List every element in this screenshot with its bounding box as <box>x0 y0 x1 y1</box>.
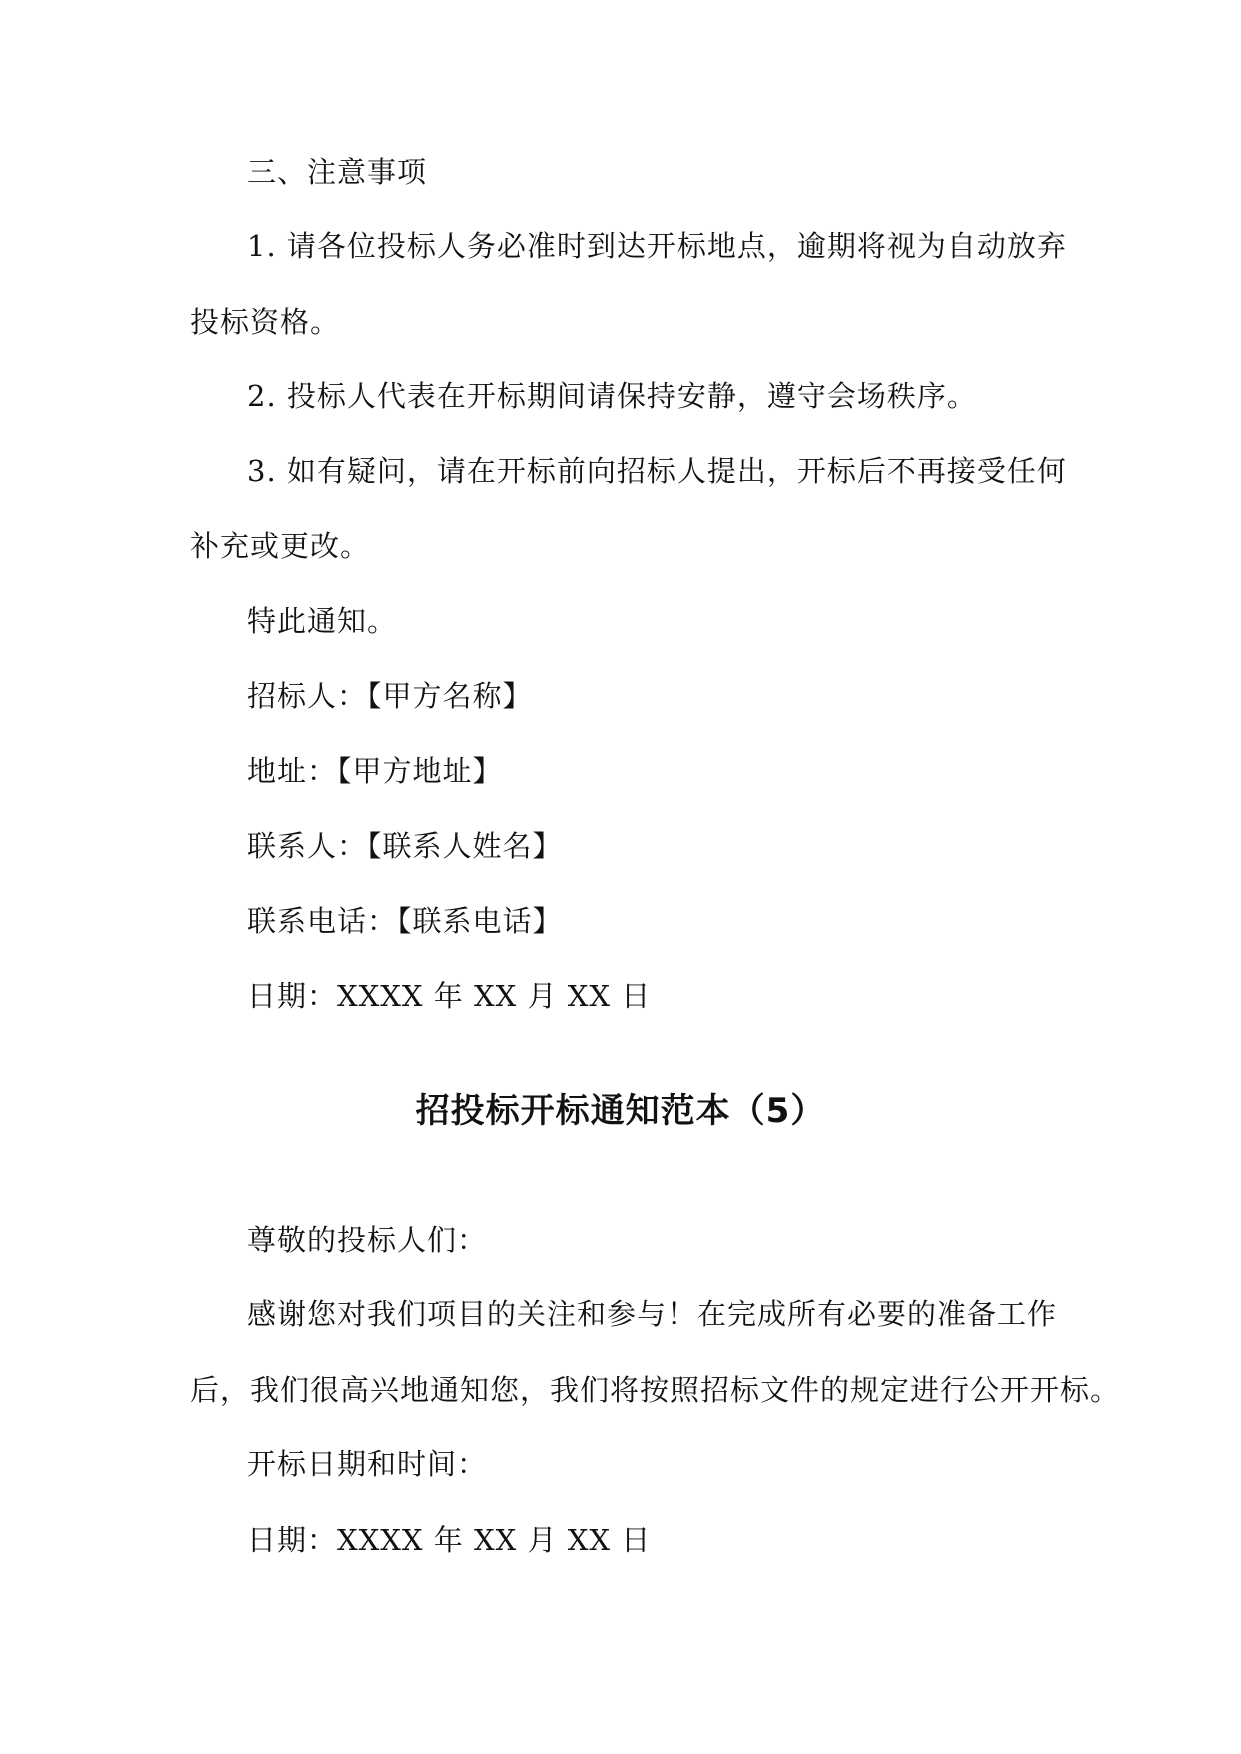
section-heading-notes: 三、注意事项 <box>247 155 428 189</box>
intro-paragraph-line-1: 感谢您对我们项目的关注和参与！在完成所有必要的准备工作 <box>247 1297 1058 1331</box>
tenderer-line: 招标人：【甲方名称】 <box>247 679 533 713</box>
schedule-label: 开标日期和时间： <box>247 1447 488 1481</box>
date-line: 日期：XXXX 年 XX 月 XX 日 <box>247 979 652 1013</box>
page-title: 招投标开标通知范本（5） <box>415 1091 826 1131</box>
note-item-1-line-2: 投标资格。 <box>190 305 341 339</box>
note-item-1-line-1: 1. 请各位投标人务必准时到达开标地点，逾期将视为自动放弃 <box>247 229 1067 263</box>
contact-person-line: 联系人：【联系人姓名】 <box>247 829 563 863</box>
notice-closing: 特此通知。 <box>247 604 398 638</box>
greeting-line: 尊敬的投标人们： <box>247 1223 488 1257</box>
contact-phone-line: 联系电话：【联系电话】 <box>247 904 563 938</box>
note-item-3-line-2: 补充或更改。 <box>190 529 371 563</box>
address-line: 地址：【甲方地址】 <box>247 754 503 788</box>
note-item-2: 2. 投标人代表在开标期间请保持安静，遵守会场秩序。 <box>247 379 977 413</box>
note-item-3-line-1: 3. 如有疑问，请在开标前向招标人提出，开标后不再接受任何 <box>247 454 1067 488</box>
intro-paragraph-line-2: 后，我们很高兴地通知您，我们将按照招标文件的规定进行公开开标。 <box>190 1373 1121 1407</box>
schedule-date-line: 日期：XXXX 年 XX 月 XX 日 <box>247 1523 652 1557</box>
